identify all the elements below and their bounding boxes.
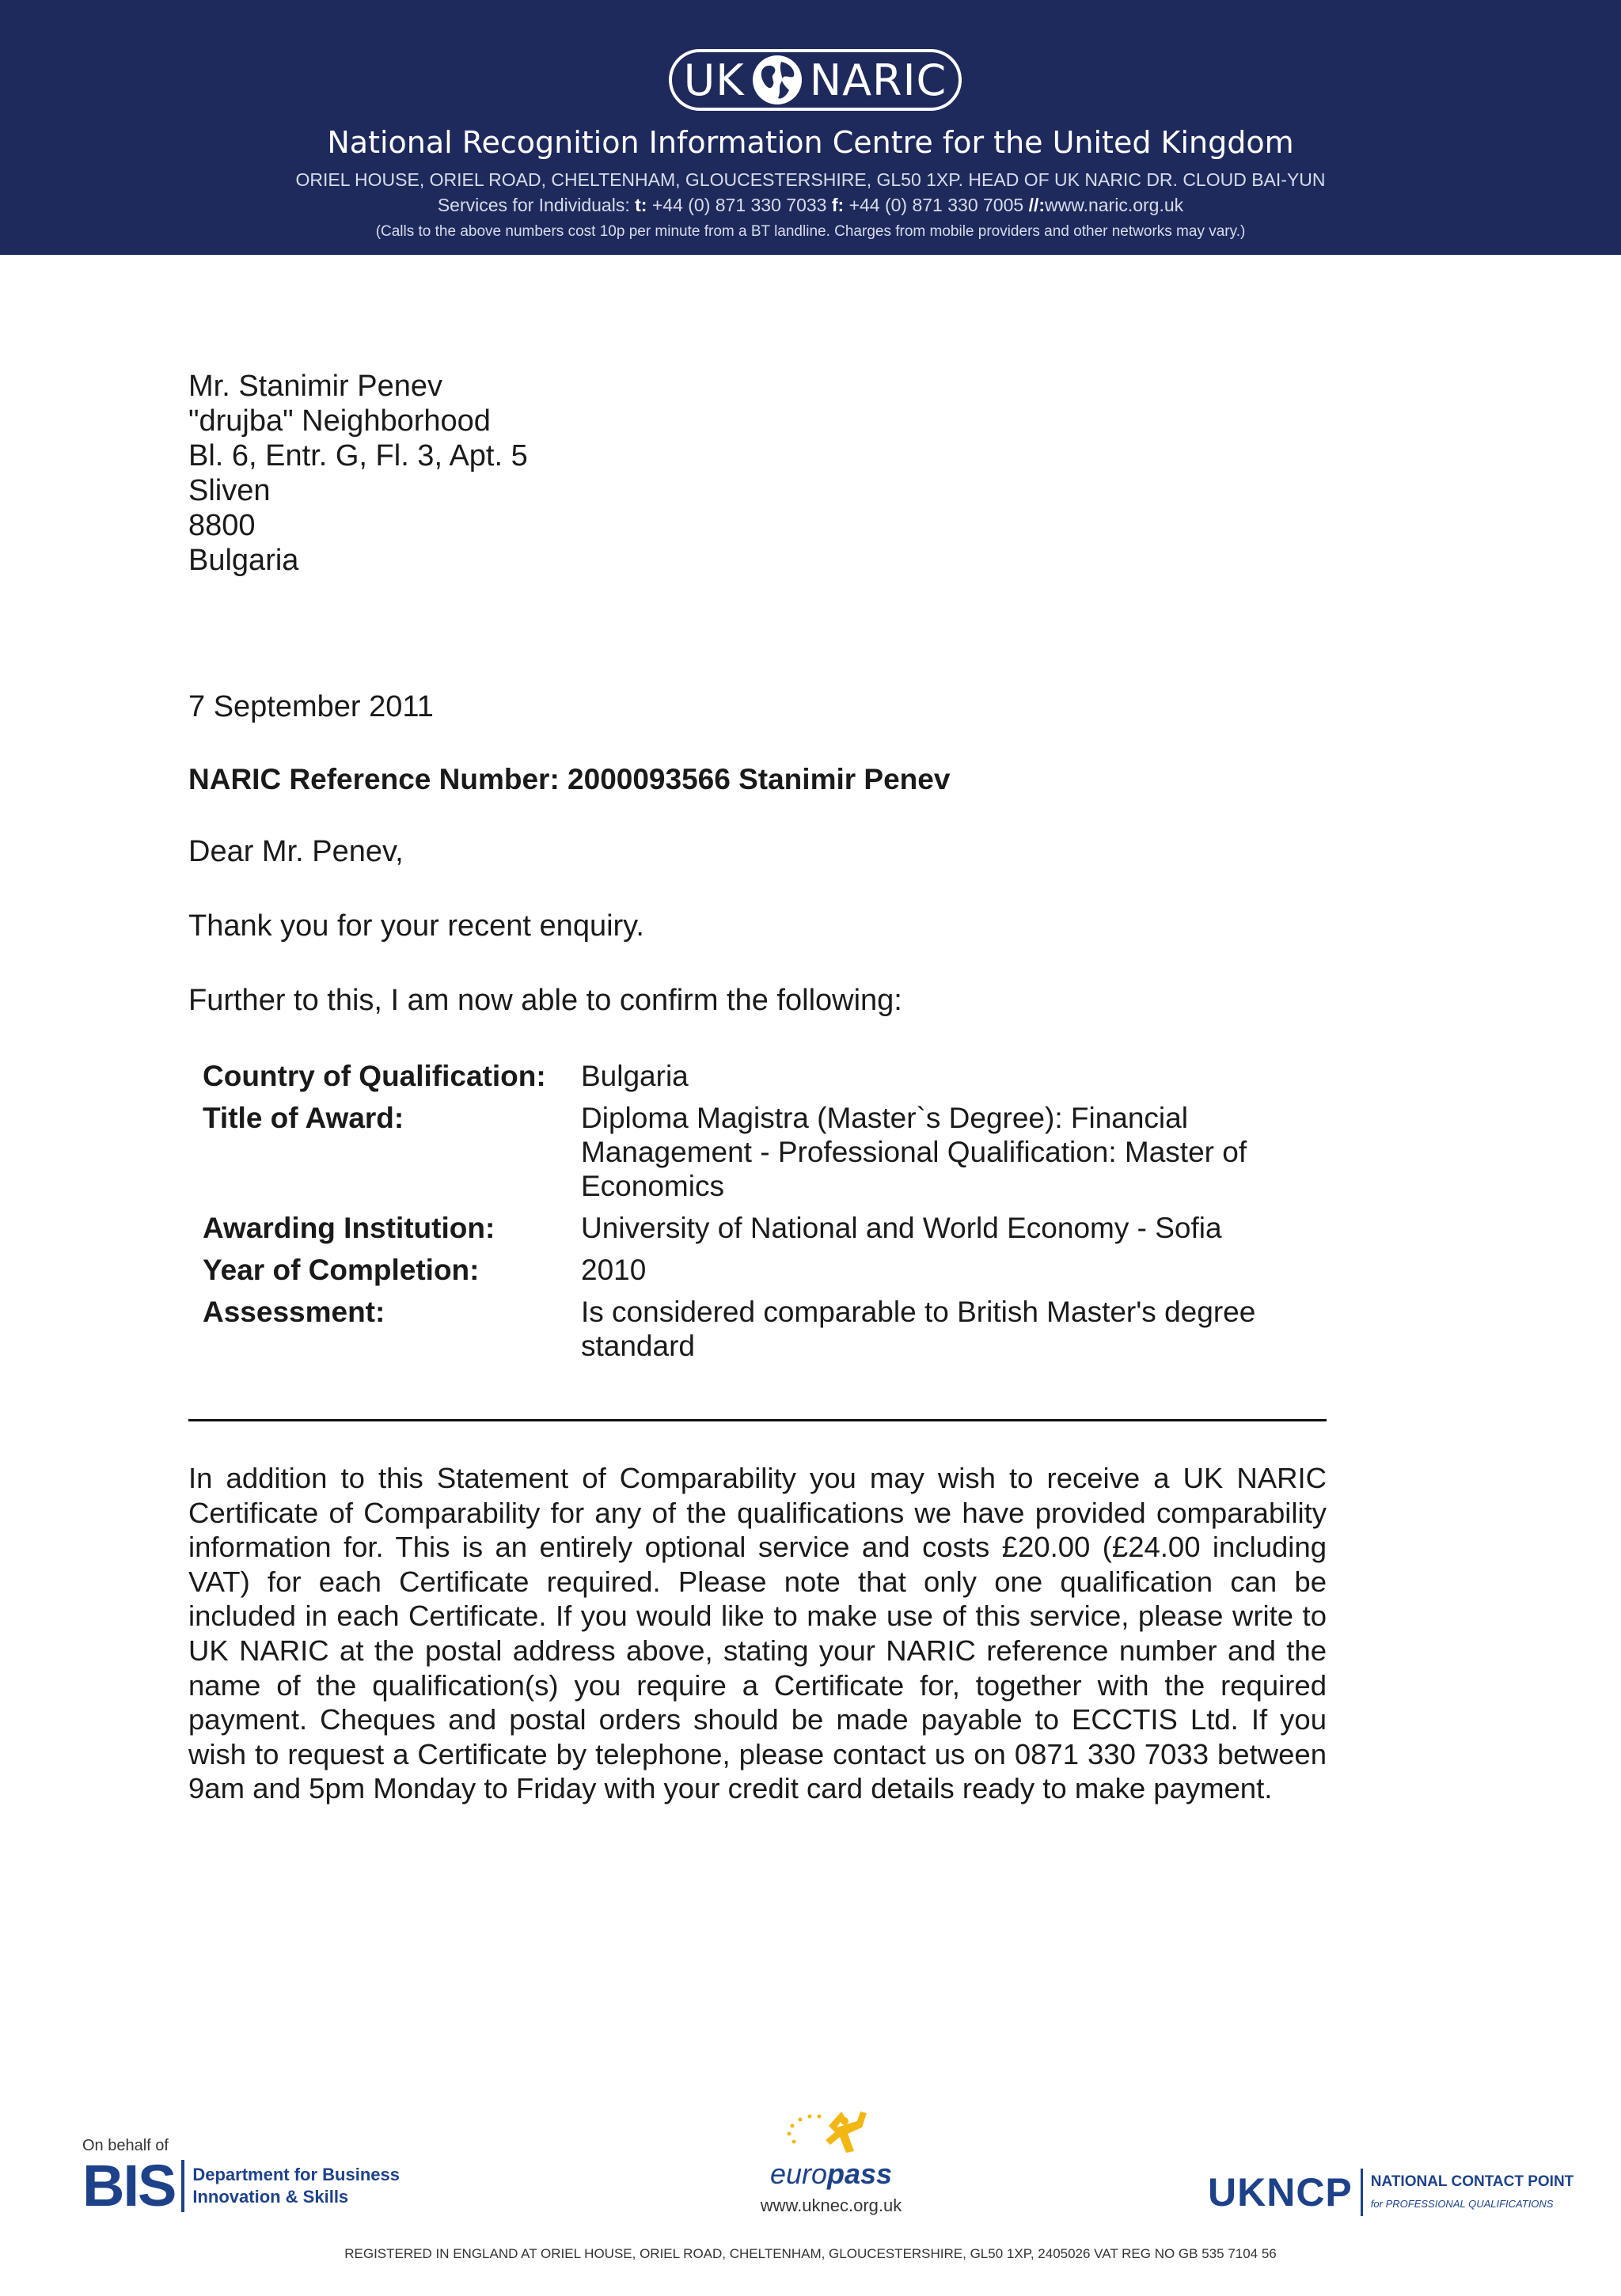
qualification-details	[203, 1059, 1327, 1371]
tel-label: t:	[635, 195, 647, 215]
europass-wordmark	[736, 2157, 926, 2191]
tel-number: +44 (0) 871 330 7033	[651, 195, 827, 215]
fact-label: Awarding Institution:	[203, 1212, 495, 1244]
fact-value: Diploma Magistra (Master`s Degree): Financial Management - Professional Qualification: Master of Economics	[581, 1102, 1247, 1202]
logo-naric-text: NARIC	[809, 55, 947, 105]
europass-word-a: euro	[769, 2157, 827, 2190]
thanks-line: Thank you for your recent enquiry.	[188, 909, 644, 943]
fact-value: University of National and World Economy - Sofia	[581, 1212, 1222, 1244]
ukncp-divider	[1361, 2169, 1363, 2216]
ukncp-line2: for PROFESSIONAL QUALIFICATIONS	[1370, 2197, 1554, 2210]
fact-row	[203, 1101, 1327, 1203]
bis-behalf-text: On behalf of	[82, 2137, 169, 2154]
intro-line: Further to this, I am now able to confirm the following:	[188, 984, 902, 1017]
salutation: Dear Mr. Penev,	[188, 835, 404, 868]
ukncp-line1: NATIONAL CONTACT POINT	[1370, 2173, 1574, 2190]
fact-value: Bulgaria	[581, 1060, 689, 1092]
recipient-city: Sliven	[188, 474, 271, 507]
europass-figure-icon	[772, 2105, 890, 2161]
bis-name	[192, 2164, 400, 2208]
ukncp-name	[1371, 2171, 1574, 2214]
recipient-line2: Bl. 6, Entr. G, Fl. 3, Apt. 5	[188, 439, 528, 472]
bis-line1: Department for Business	[192, 2165, 400, 2184]
logo-uk-text: UK	[683, 55, 745, 105]
bis-line2: Innovation & Skills	[192, 2187, 349, 2207]
web-label: //:	[1028, 195, 1046, 215]
letter-date: 7 September 2011	[188, 690, 434, 723]
ukncp-logo	[1208, 2169, 1574, 2216]
recipient-line1: "drujba" Neighborhood	[188, 404, 491, 438]
fax-number: +44 (0) 871 330 7005	[848, 195, 1024, 215]
recipient-country: Bulgaria	[188, 544, 299, 577]
bis-lockup	[82, 2153, 400, 2218]
web-address: www.naric.org.uk	[1045, 195, 1184, 215]
bis-logo	[82, 2137, 400, 2218]
registration-footer: REGISTERED IN ENGLAND AT ORIEL HOUSE, ORIEL ROAD, CHELTENHAM, GLOUCESTERSHIRE, GL50 1XP, 2405026 VAT REG NO GB 535 7104 56	[344, 2246, 1277, 2261]
calls-note: (Calls to the above numbers cost 10p per minute from a BT landline. Charges from mobile providers and other networks may vary.)	[375, 223, 1246, 240]
certificate-paragraph: In addition to this Statement of Comparability you may wish to receive a UK NARIC Certificate of Comparability for any of the qualifications we have provided comparability information for. This is an entirely optional service and costs £20.00 (£24.00 including VAT) for each Certificate required. Please note that only one qualification can be included in each Certificate. If you would like to make use of this service, please write to UK NARIC at the postal address above, stating your NARIC reference number and the name of the qualification(s) you require a Certificate for, together with the required payment. Cheques and postal orders should be made payable to ECCTIS Ltd. If you wish to request a Certificate by telephone, please contact us on 0871 330 7033 between 9am and 5pm Monday to Friday with your credit card details ready to make payment.	[188, 1462, 1327, 1805]
fact-row	[203, 1059, 1327, 1093]
fact-label: Title of Award:	[203, 1102, 404, 1134]
fax-label: f:	[831, 195, 845, 215]
fact-label: Country of Qualification:	[203, 1060, 546, 1092]
uk-naric-logo	[669, 49, 962, 111]
fact-value: 2010	[581, 1254, 647, 1286]
fact-value: Is considered comparable to British Master's degree standard	[581, 1296, 1256, 1362]
letterhead-title: National Recognition Information Centre for the United Kingdom	[327, 125, 1294, 160]
fact-row	[203, 1295, 1327, 1363]
fact-label: Assessment:	[203, 1296, 385, 1328]
recipient-address	[188, 369, 528, 578]
europass-word-b: pass	[827, 2157, 893, 2190]
letterhead-contacts	[0, 195, 1621, 216]
reference-number: NARIC Reference Number: 2000093566 Stanimir Penev	[188, 763, 951, 795]
fact-label: Year of Completion:	[203, 1254, 480, 1286]
recipient-postcode: 8800	[188, 509, 256, 542]
letterhead-band	[0, 0, 1621, 255]
letterhead-address: ORIEL HOUSE, ORIEL ROAD, CHELTENHAM, GLOUCESTERSHIRE, GL50 1XP. HEAD OF UK NARIC DR. CLOUD BAI-YUN	[295, 169, 1326, 190]
bis-mark: BIS	[82, 2153, 176, 2218]
fact-row	[203, 1211, 1327, 1245]
europass-logo	[736, 2105, 926, 2216]
ukncp-mark: UKNCP	[1208, 2170, 1353, 2214]
bis-divider	[181, 2160, 184, 2212]
section-divider	[188, 1419, 1327, 1421]
recipient-name: Mr. Stanimir Penev	[188, 370, 442, 403]
fact-row	[203, 1253, 1327, 1287]
europass-url: www.uknec.org.uk	[760, 2195, 902, 2215]
services-label: Services for Individuals:	[437, 195, 630, 215]
globe-icon	[750, 52, 805, 108]
